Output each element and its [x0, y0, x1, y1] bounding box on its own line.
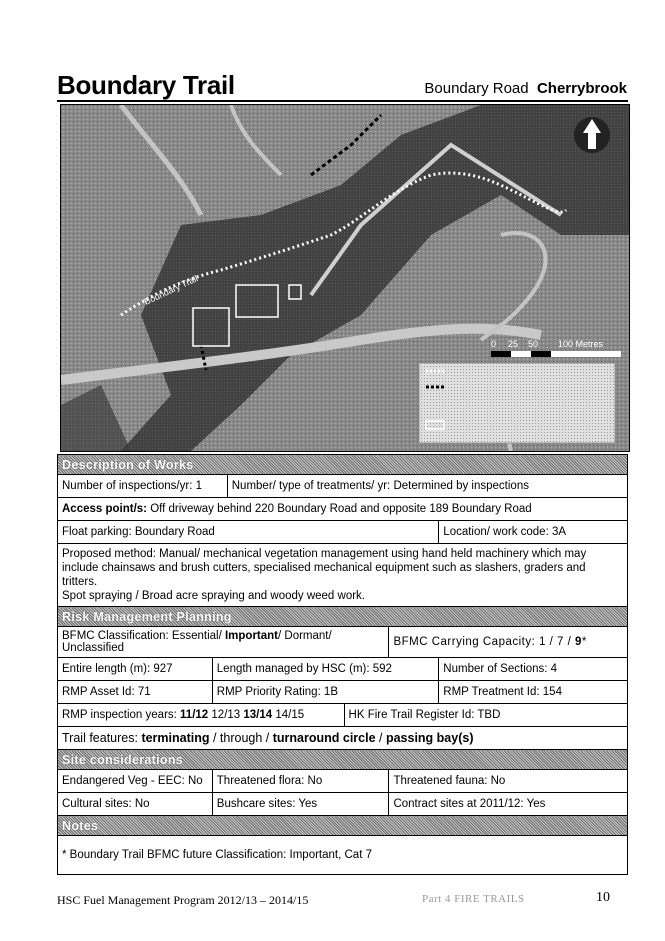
cultural-sites: Cultural sites: No	[58, 793, 213, 816]
works-table	[57, 454, 628, 875]
access-value: Off driveway behind 220 Boundary Road and opposite 189 Boundary Road	[147, 503, 532, 515]
number-of-sections: Number of Sections: 4	[439, 658, 628, 681]
rmp-treatment-id: RMP Treatment Id: 154	[439, 681, 628, 704]
endangered-veg: Endangered Veg - EEC: No	[58, 770, 213, 793]
rmp-priority-rating: RMP Priority Rating: 1B	[212, 681, 439, 704]
section-description-header: Description of Works	[58, 455, 628, 475]
map-legend	[419, 363, 615, 443]
svg-text:25: 25	[508, 339, 519, 349]
suburb-name: Cherrybrook	[536, 80, 627, 97]
trail-features: Trail features: terminating / through / turnaround circle / passing bay(s)	[58, 727, 628, 750]
rmp-asset-id: RMP Asset Id: 71	[58, 681, 213, 704]
section-risk-header: Risk Management Planning	[58, 607, 628, 627]
bfmc-classification: BFMC Classification: Essential/ Important/ Dormant/ Unclassified	[58, 627, 389, 658]
fire-trail-register-id: HK Fire Trail Register Id: TBD	[344, 704, 627, 727]
section-notes-header: Notes	[58, 816, 628, 836]
proposed-method-text: Proposed method: Manual/ mechanical vegetation management using hand held machinery which may include chainsaws and brush cutters, specialised mechanical equipment such as slashers, graders and tritters.	[62, 548, 587, 588]
north-arrow-icon	[574, 117, 610, 153]
contract-sites: Contract sites at 2011/12: Yes	[389, 793, 628, 816]
treatments-per-year: Number/ type of treatments/ yr: Determined by inspections	[227, 475, 627, 498]
trail-map	[60, 104, 630, 452]
bfmc-carrying-capacity: BFMC Carrying Capacity: 1 / 7 / 9*	[389, 627, 628, 658]
threatened-flora: Threatened flora: No	[212, 770, 389, 793]
float-parking: Float parking: Boundary Road	[58, 521, 439, 544]
road-name: Boundary Road	[424, 80, 529, 97]
length-managed: Length managed by HSC (m): 592	[212, 658, 439, 681]
svg-text:50: 50	[528, 339, 539, 349]
page-title: Boundary Trail	[57, 70, 235, 100]
bushcare-sites: Bushcare sites: Yes	[212, 793, 389, 816]
trail-location	[424, 80, 627, 97]
svg-text:100 Metres: 100 Metres	[558, 339, 604, 349]
inspections-per-year: Number of inspections/yr: 1	[58, 475, 228, 498]
aerial-map-image	[61, 105, 629, 451]
footer-program: HSC Fuel Management Program 2012/13 – 2014/15	[57, 893, 309, 907]
section-site-header: Site considerations	[58, 750, 628, 770]
threatened-fauna: Threatened fauna: No	[389, 770, 628, 793]
entire-length: Entire length (m): 927	[58, 658, 213, 681]
location-work-code: Location/ work code: 3A	[439, 521, 628, 544]
access-points	[58, 498, 628, 521]
svg-text:0: 0	[491, 339, 497, 349]
map-trail-label: Boundary Trail	[142, 273, 200, 307]
footer-part: Part 4 FIRE TRAILS	[422, 893, 525, 905]
proposed-method	[58, 544, 628, 607]
access-label: Access point/s:	[62, 503, 147, 515]
notes-text: * Boundary Trail BFMC future Classification: Important, Cat 7	[58, 836, 628, 875]
title-rule	[57, 100, 628, 102]
page-number: 10	[596, 890, 610, 905]
spot-spraying-text: Spot spraying / Broad acre spraying and woody weed work.	[62, 590, 365, 602]
rmp-inspection-years: RMP inspection years: 11/12 12/13 13/14 14/15	[58, 704, 345, 727]
